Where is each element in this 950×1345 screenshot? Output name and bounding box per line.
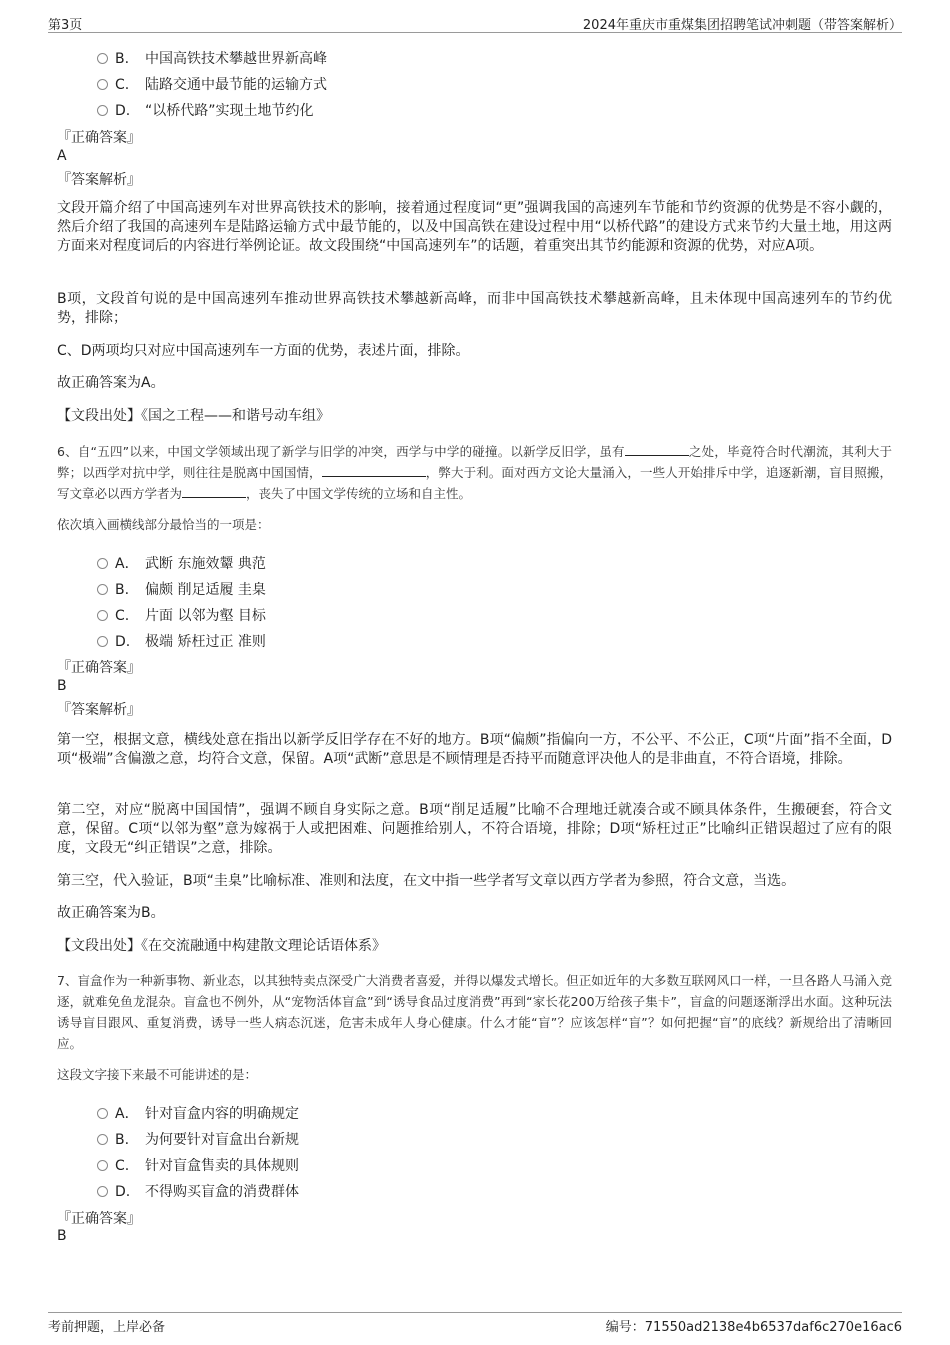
q5-answer: A	[57, 148, 67, 164]
q5-answer-tag: 『正确答案』	[57, 130, 141, 146]
radio-icon[interactable]	[97, 1186, 108, 1197]
q5-option-b[interactable]: B. 中国高铁技术攀越世界新高峰	[97, 48, 327, 68]
fill-blank	[625, 443, 689, 456]
q6-answer: B	[57, 678, 67, 694]
q6-answer-tag: 『正确答案』	[57, 660, 141, 676]
q7-option-d[interactable]: D. 不得购买盲盒的消费群体	[97, 1181, 299, 1201]
q6-analysis-paragraph: 第二空，对应“脱离中国国情”，强调不顾自身实际之意。B项“削足适履”比喻不合理地迁就凑合或不顾具体条件，生搬硬套，符合文意，保留。C项“以邻为壑”意为嫁祸于人或把困难、问题推给别人，不符合语境，排除；D项“矫枉过正”比喻纠正错误超过了应有的限度，文段无“纠正错误”之意，排除。	[57, 802, 892, 856]
fill-blank	[182, 485, 246, 498]
q6-option-a[interactable]: A． 武断 东施效颦 典范	[97, 553, 266, 573]
q7-option-c[interactable]: C. 针对盲盒售卖的具体规则	[97, 1155, 299, 1175]
q6-source: 【文段出处】《在交流融通中构建散文理论话语体系》	[57, 938, 386, 954]
q7-answer-tag: 『正确答案』	[57, 1211, 141, 1227]
q6-option-b[interactable]: B. 偏颇 削足适履 圭臬	[97, 579, 266, 599]
radio-icon[interactable]	[97, 1108, 108, 1119]
document-title: 2024年重庆市重煤集团招聘笔试冲刺题（带答案解析）	[582, 18, 902, 33]
q7-stem: 7、盲盒作为一种新事物、新业态，以其独特卖点深受广大消费者喜爱，并得以爆发式增长。但正如近年的大多数互联网风口一样，一旦各路人马涌入竞逐，就难免鱼龙混杂。盲盒也不例外，从“宠物活体盲盒”到“诱导食品过度消费”再到“家长花200万给孩子集卡”，盲盒的问题逐渐浮出水面。这种玩法诱导盲目跟风、重复消费，诱导一些人病态沉迷，危害未成年人身心健康。什么才能“盲”？应该怎样“盲”？如何把握“盲”的底线？新规给出了清晰回应。	[57, 973, 892, 1051]
radio-icon[interactable]	[97, 558, 108, 569]
radio-icon[interactable]	[97, 105, 108, 116]
radio-icon[interactable]	[97, 584, 108, 595]
radio-icon[interactable]	[97, 1160, 108, 1171]
q5-analysis-tag: 『答案解析』	[57, 172, 141, 188]
fill-blank	[322, 464, 426, 477]
footer-slogan: 考前押题，上岸必备	[48, 1320, 166, 1335]
q5-analysis-paragraph: 故正确答案为A。	[57, 375, 165, 391]
q5-option-d[interactable]: D. “以桥代路”实现土地节约化	[97, 100, 314, 120]
q6-option-d[interactable]: D. 极端 矫枉过正 准则	[97, 631, 266, 651]
q5-analysis-paragraph: C、D两项均只对应中国高速列车一方面的优势，表述片面，排除。	[57, 343, 470, 359]
page-header	[48, 14, 902, 33]
document-id: 编号：71550ad2138e4b6537daf6c270e16ac6	[605, 1320, 902, 1335]
q5-analysis-paragraph: B项，文段首句说的是中国高速列车推动世界高铁技术攀越新高峰，而非中国高铁技术攀越新高峰，且未体现中国高速列车的节约优势，排除；	[57, 291, 892, 326]
page-footer	[48, 1312, 902, 1335]
q6-analysis-paragraph: 第一空，根据文意，横线处意在指出以新学反旧学存在不好的地方。B项“偏颇”指偏向一方，不公平、不公正，C项“片面”指不全面，D项“极端”含偏激之意，均符合文意，保留。A项“武断”意思是不顾情理是否持平而随意评决他人的是非曲直，不符合语境，排除。	[57, 732, 892, 767]
radio-icon[interactable]	[97, 610, 108, 621]
q6-analysis-paragraph: 第三空，代入验证，B项“圭臬”比喻标准、准则和法度，在文中指一些学者写文章以西方学者为参照，符合文意，当选。	[57, 873, 796, 889]
q7-option-a[interactable]: A． 针对盲盒内容的明确规定	[97, 1103, 299, 1123]
q6-option-c[interactable]: C. 片面 以邻为壑 目标	[97, 605, 266, 625]
q6-analysis-tag: 『答案解析』	[57, 702, 141, 718]
radio-icon[interactable]	[97, 1134, 108, 1145]
q7-prompt: 这段文字接下来最不可能讲述的是：	[57, 1067, 258, 1082]
q5-analysis-paragraph: 文段开篇介绍了中国高速列车对世界高铁技术的影响，接着通过程度词“更”强调我国的高速列车节能和节约资源的优势是不容小觑的，然后介绍了我国的高速列车是陆路运输方式中最节能的，以及中国高铁在建设过程中用“以桥代路”的建设方式来节约大量土地，用这两方面来对程度词后的内容进行举例论证。故文段围绕“中国高速列车”的话题，着重突出其节约能源和资源的优势，对应A项。	[57, 200, 892, 254]
q7-answer: B	[57, 1228, 67, 1244]
q5-source: 【文段出处】《国之工程——和谐号动车组》	[57, 408, 330, 424]
radio-icon[interactable]	[97, 79, 108, 90]
q7-option-b[interactable]: B. 为何要针对盲盒出台新规	[97, 1129, 299, 1149]
q5-option-c[interactable]: C. 陆路交通中最节能的运输方式	[97, 74, 327, 94]
radio-icon[interactable]	[97, 53, 108, 64]
q6-prompt: 依次填入画横线部分最恰当的一项是：	[57, 517, 270, 532]
q6-analysis-paragraph: 故正确答案为B。	[57, 905, 165, 921]
page-number: 第3页	[48, 18, 83, 33]
radio-icon[interactable]	[97, 636, 108, 647]
q6-stem: 6、自“五四”以来，中国文学领域出现了新学与旧学的冲突，西学与中学的碰撞。以新学反旧学，虽有 之处，毕竟符合时代潮流，其利大于弊；以西学对抗中学，则往往是脱离中国国情， ，弊大于利。面对西方文论大量涌入，一些人开始排斥中学，追逐新潮，盲目照搬，写文章必以西方学者为 ，丧失了中国文学传统的立场和自主性。	[57, 444, 892, 501]
